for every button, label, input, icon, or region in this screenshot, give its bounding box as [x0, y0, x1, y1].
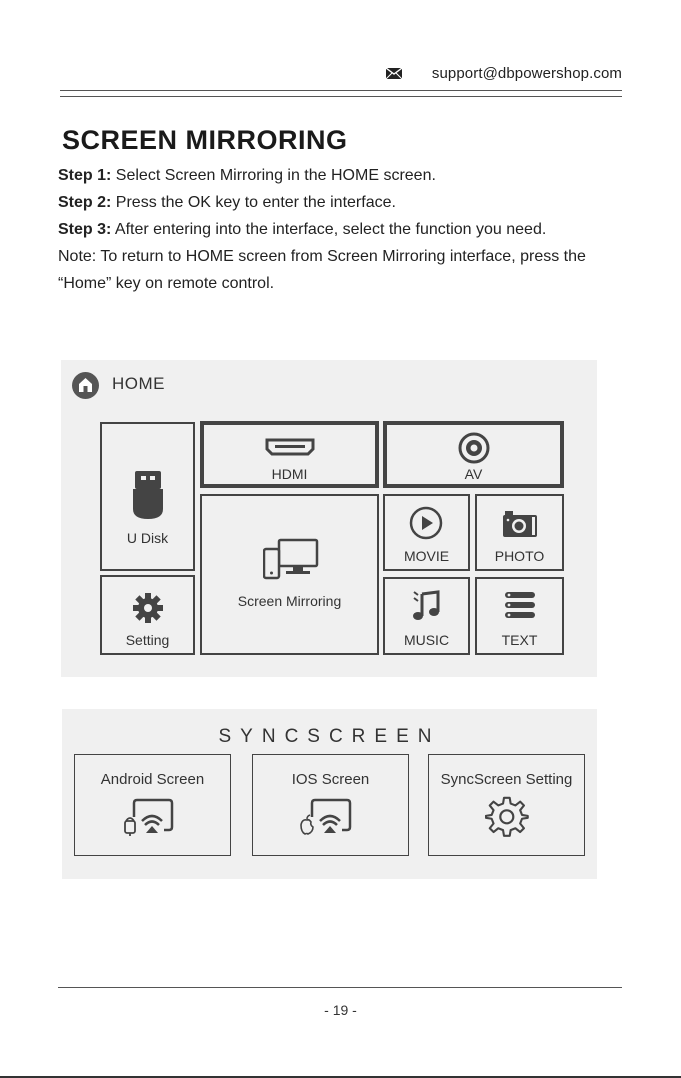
setting-tile[interactable] — [100, 575, 195, 655]
instructions — [58, 162, 633, 297]
header-divider — [60, 96, 622, 97]
hdmi-port-icon — [265, 438, 315, 456]
screen-mirroring-icon — [263, 538, 319, 582]
tile-label: TEXT — [501, 632, 538, 648]
syncscreen-title: SYNCSCREEN — [218, 726, 441, 747]
usb-drive-icon — [131, 469, 165, 519]
tile-label: AV — [464, 466, 483, 482]
apple-cast-icon — [298, 797, 358, 837]
photo-tile[interactable] — [475, 494, 564, 571]
tile-label: Screen Mirroring — [237, 593, 342, 609]
tile-label: MOVIE — [403, 548, 450, 564]
page-title: SCREEN MIRRORING — [62, 125, 348, 155]
step-text: Select Screen Mirroring in the HOME screen. — [111, 167, 436, 184]
camera-icon — [501, 509, 539, 539]
card-label: Android Screen — [100, 771, 205, 788]
envelope-icon — [386, 68, 402, 79]
card-label: SyncScreen Setting — [440, 771, 573, 788]
screen-mirroring-tile[interactable] — [200, 494, 379, 655]
android-cast-icon — [122, 797, 182, 837]
tile-label: PHOTO — [494, 548, 545, 564]
home-title: HOME — [112, 374, 165, 393]
gear-outline-icon — [485, 795, 529, 839]
footer-divider — [58, 987, 622, 988]
text-tile[interactable] — [475, 577, 564, 655]
music-tile[interactable] — [383, 577, 470, 655]
hdmi-tile[interactable] — [200, 421, 379, 488]
play-icon — [409, 506, 443, 540]
step-label: Step 2: — [58, 194, 112, 211]
android-screen-card[interactable] — [74, 754, 231, 856]
step-label: Step 3: — [58, 221, 112, 238]
step-3 — [58, 216, 633, 243]
music-note-icon — [412, 590, 442, 622]
syncscreen-setting-card[interactable] — [428, 754, 585, 856]
tile-label: HDMI — [271, 466, 308, 482]
syncscreen-illustration — [62, 709, 597, 879]
header-divider — [60, 90, 622, 91]
step-text: After entering into the interface, select the function you need. — [111, 221, 547, 238]
gear-icon — [132, 592, 164, 624]
step-1 — [58, 162, 633, 189]
movie-tile[interactable] — [383, 494, 470, 571]
av-tile[interactable] — [383, 421, 564, 488]
u-disk-tile[interactable] — [100, 422, 195, 571]
tile-label: Setting — [125, 632, 170, 648]
tile-label: MUSIC — [403, 632, 450, 648]
page-number: - 19 - — [324, 1002, 357, 1018]
note: Note: To return to HOME screen from Screen Mirroring interface, press the “Home” key on remote control. — [58, 248, 586, 292]
step-2 — [58, 189, 633, 216]
card-label: IOS Screen — [291, 771, 370, 788]
step-text: Press the OK key to enter the interface. — [111, 194, 396, 211]
av-port-icon — [457, 431, 491, 465]
tile-label: U Disk — [126, 530, 169, 546]
step-label: Step 1: — [58, 167, 112, 184]
home-screen-illustration — [61, 360, 597, 677]
support-email[interactable]: support@dbpowershop.com — [431, 65, 622, 82]
list-icon — [503, 590, 537, 620]
ios-screen-card[interactable] — [252, 754, 409, 856]
page-header — [60, 64, 622, 84]
home-icon — [72, 372, 99, 399]
